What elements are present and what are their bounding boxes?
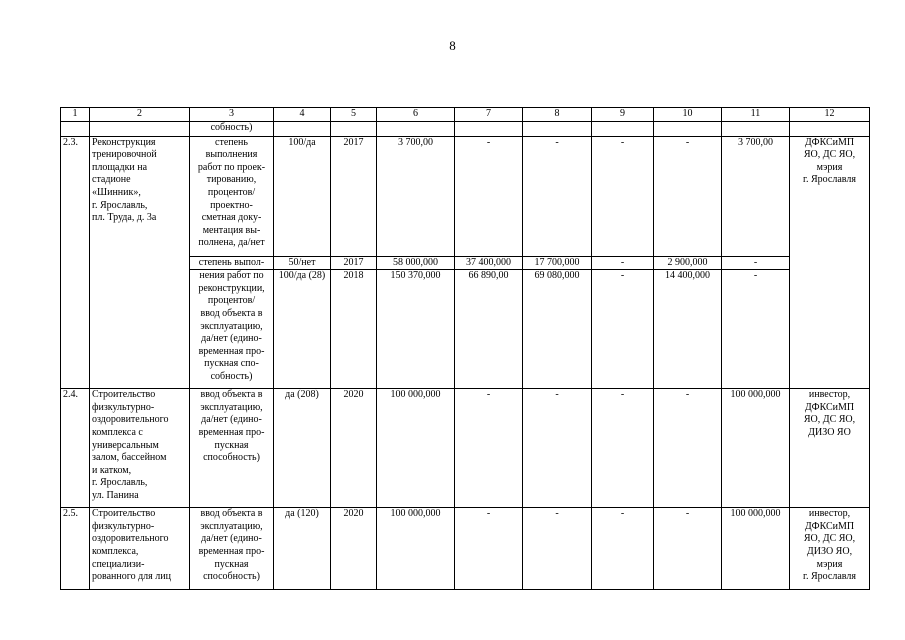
- total-cell: 150 370,000: [377, 270, 455, 389]
- column-header: 6: [377, 108, 455, 122]
- indicator-value: да (120): [274, 508, 331, 590]
- item-number: 2.5.: [61, 508, 90, 590]
- funding-cell: 66 890,00: [455, 270, 523, 389]
- executors-cell: инвестор, ДФКСиМП ЯО, ДС ЯО, ДИЗО ЯО: [790, 389, 870, 508]
- column-header: 2: [90, 108, 190, 122]
- funding-cell: -: [455, 136, 523, 256]
- column-header: 3: [190, 108, 274, 122]
- indicator-cell: степень выпол-: [190, 256, 274, 270]
- program-table: [60, 107, 870, 590]
- indicator-cell: собность): [190, 121, 274, 136]
- funding-cell: -: [592, 256, 654, 270]
- funding-cell: 2 900,000: [654, 256, 722, 270]
- indicator-value: 50/нет: [274, 256, 331, 270]
- column-number-row: [61, 108, 870, 122]
- year-cell: 2018: [331, 270, 377, 389]
- indicator-value: 100/да (28): [274, 270, 331, 389]
- column-header: 5: [331, 108, 377, 122]
- funding-cell: -: [722, 256, 790, 270]
- funding-cell: -: [455, 508, 523, 590]
- funding-cell: -: [592, 389, 654, 508]
- table-row: [61, 389, 870, 508]
- year-cell: 2020: [331, 508, 377, 590]
- indicator-cell: степень выполнения работ по проек- тированию, процентов/ проектно- сметная доку- ментация вы- полнена, да/нет: [190, 136, 274, 256]
- funding-cell: 14 400,000: [654, 270, 722, 389]
- table-row: [61, 136, 870, 256]
- year-cell: 2017: [331, 136, 377, 256]
- column-header: 11: [722, 108, 790, 122]
- total-cell: 100 000,000: [377, 508, 455, 590]
- column-header: 1: [61, 108, 90, 122]
- total-cell: 58 000,000: [377, 256, 455, 270]
- item-name: Реконструкция тренировочной площадки на стадионе «Шинник», г. Ярославль, пл. Труда, д. 3а: [90, 136, 190, 389]
- indicator-value: да (208): [274, 389, 331, 508]
- item-number: 2.4.: [61, 389, 90, 508]
- page-number: 8: [449, 38, 456, 53]
- item-number: 2.3.: [61, 136, 90, 389]
- executors-cell: инвестор, ДФКСиМП ЯО, ДС ЯО, ДИЗО ЯО, мэрия г. Ярославля: [790, 508, 870, 590]
- funding-cell: -: [455, 389, 523, 508]
- column-header: 9: [592, 108, 654, 122]
- funding-cell: -: [722, 270, 790, 389]
- table-row: [61, 508, 870, 590]
- funding-cell: 69 080,000: [523, 270, 592, 389]
- column-header: 4: [274, 108, 331, 122]
- indicator-cell: ввод объекта в эксплуатацию, да/нет (едино- временная про- пускная способность): [190, 389, 274, 508]
- column-header: 12: [790, 108, 870, 122]
- column-header: 8: [523, 108, 592, 122]
- funding-cell: -: [523, 389, 592, 508]
- funding-cell: -: [523, 508, 592, 590]
- total-cell: 100 000,000: [377, 389, 455, 508]
- year-cell: 2020: [331, 389, 377, 508]
- item-name: Строительство физкультурно- оздоровительного комплекса, специализи- рованного для лиц: [90, 508, 190, 590]
- funding-cell: -: [592, 136, 654, 256]
- funding-cell: -: [654, 136, 722, 256]
- column-header: 7: [455, 108, 523, 122]
- indicator-cell: ввод объекта в эксплуатацию, да/нет (едино- временная про- пускная способность): [190, 508, 274, 590]
- year-cell: 2017: [331, 256, 377, 270]
- funding-cell: 17 700,000: [523, 256, 592, 270]
- funding-cell: 3 700,00: [722, 136, 790, 256]
- indicator-value: 100/да: [274, 136, 331, 256]
- funding-cell: -: [592, 270, 654, 389]
- funding-cell: -: [592, 508, 654, 590]
- indicator-cell: нения работ по реконструкции, процентов/ ввод объекта в эксплуатацию, да/нет (едино- временная про- пускная спо- собность): [190, 270, 274, 389]
- funding-cell: 100 000,000: [722, 389, 790, 508]
- funding-cell: -: [523, 136, 592, 256]
- continuation-row: [61, 121, 870, 136]
- funding-cell: -: [654, 508, 722, 590]
- column-header: 10: [654, 108, 722, 122]
- total-cell: 3 700,00: [377, 136, 455, 256]
- funding-cell: 37 400,000: [455, 256, 523, 270]
- funding-cell: -: [654, 389, 722, 508]
- executors-cell: ДФКСиМП ЯО, ДС ЯО, мэрия г. Ярославля: [790, 136, 870, 389]
- funding-cell: 100 000,000: [722, 508, 790, 590]
- item-name: Строительство физкультурно- оздоровительного комплекса с универсальным залом, бассейном и катком, г. Ярославль, ул. Панина: [90, 389, 190, 508]
